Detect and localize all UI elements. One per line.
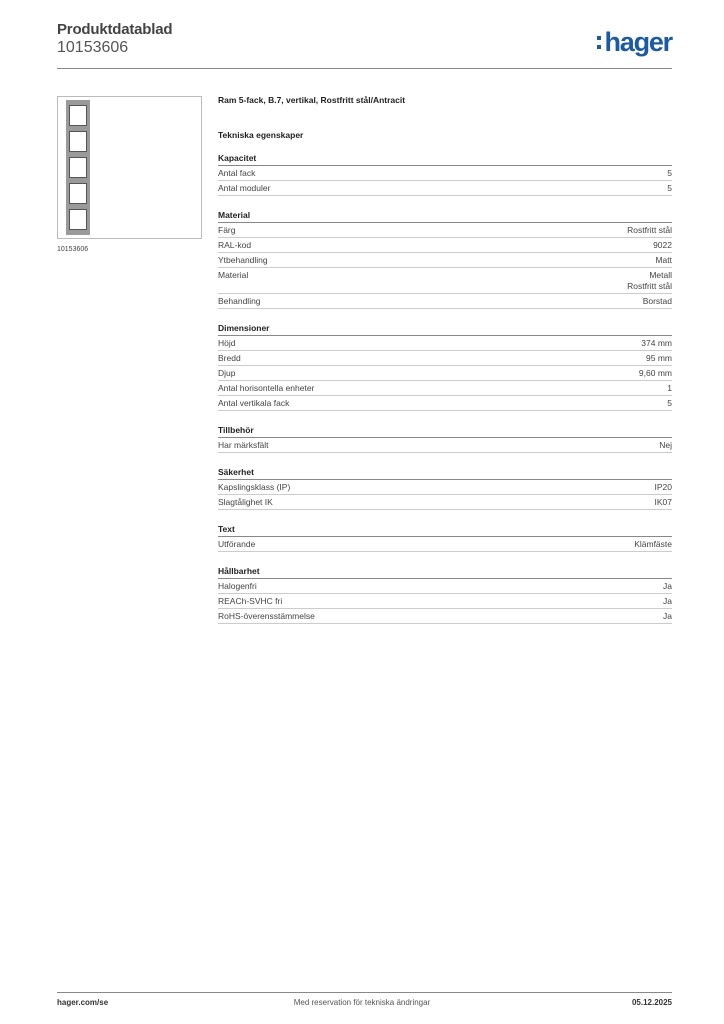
spec-label: RoHS-överensstämmelse xyxy=(218,611,315,621)
spec-label: Höjd xyxy=(218,338,236,348)
spec-value-line: Rostfritt stål xyxy=(627,281,672,291)
spec-value-line: Matt xyxy=(655,255,672,265)
spec-label: Antal fack xyxy=(218,168,256,178)
frame-slot xyxy=(69,131,87,152)
frame-slot xyxy=(69,183,87,204)
footer-website: hager.com/se xyxy=(57,998,109,1007)
frame-icon xyxy=(66,100,90,235)
spec-value-line: Borstad xyxy=(642,296,672,306)
spec-row xyxy=(218,223,672,238)
spec-label: Halogenfri xyxy=(218,581,257,591)
spec-section xyxy=(218,566,672,624)
spec-row xyxy=(218,166,672,181)
spec-label: Behandling xyxy=(218,296,261,306)
frame-slot xyxy=(69,157,87,178)
spec-value-line: IP20 xyxy=(654,482,672,492)
spec-value xyxy=(634,539,672,550)
spec-value-line: 9,60 mm xyxy=(638,368,672,378)
spec-value-line: Metall xyxy=(649,270,672,280)
spec-label: Bredd xyxy=(218,353,241,363)
spec-value xyxy=(641,338,672,349)
spec-value-line: 95 mm xyxy=(646,353,672,363)
spec-label: Färg xyxy=(218,225,236,235)
spec-row xyxy=(218,579,672,594)
section-heading: Säkerhet xyxy=(218,467,672,480)
spec-label: Kapslingsklass (IP) xyxy=(218,482,291,492)
spec-section xyxy=(218,467,672,510)
spec-value xyxy=(646,353,672,364)
spec-value-line: 5 xyxy=(667,168,672,178)
frame-slot xyxy=(69,105,87,126)
spec-row xyxy=(218,366,672,381)
spec-label: REACh-SVHC fri xyxy=(218,596,283,606)
spec-row xyxy=(218,396,672,411)
spec-value xyxy=(643,296,672,307)
spec-row xyxy=(218,609,672,624)
spec-value-line: Nej xyxy=(659,440,672,450)
spec-value xyxy=(667,183,672,194)
spec-row xyxy=(218,294,672,309)
spec-value xyxy=(627,225,672,236)
spec-value xyxy=(655,482,673,493)
spec-row xyxy=(218,495,672,510)
spec-label: Antal horisontella enheter xyxy=(218,383,315,393)
spec-row xyxy=(218,253,672,268)
spec-row xyxy=(218,268,672,294)
spec-value-line: Rostfritt stål xyxy=(627,225,672,235)
spec-row xyxy=(218,181,672,196)
spec-section xyxy=(218,210,672,309)
section-heading: Dimensioner xyxy=(218,323,672,336)
spec-value xyxy=(667,398,672,409)
spec-value-line: Ja xyxy=(663,596,672,606)
spec-sections xyxy=(218,153,672,624)
section-heading: Kapacitet xyxy=(218,153,672,166)
section-heading: Tillbehör xyxy=(218,425,672,438)
spec-value-line: 5 xyxy=(667,398,672,408)
spec-value-line: Ja xyxy=(663,581,672,591)
spec-label: Material xyxy=(218,270,249,280)
spec-value-line: 5 xyxy=(667,183,672,193)
spec-content xyxy=(218,95,672,638)
spec-row xyxy=(218,336,672,351)
spec-value xyxy=(663,581,672,592)
spec-value xyxy=(627,270,672,292)
spec-label: RAL-kod xyxy=(218,240,252,250)
spec-section xyxy=(218,153,672,196)
spec-value-line: 9022 xyxy=(653,240,672,250)
product-number: 10153606 xyxy=(57,39,129,56)
spec-label: Antal vertikala fack xyxy=(218,398,290,408)
spec-row xyxy=(218,381,672,396)
hager-logo xyxy=(604,27,672,57)
spec-row xyxy=(218,480,672,495)
spec-label: Utförande xyxy=(218,539,256,549)
spec-label: Slagtålighet IK xyxy=(218,497,273,507)
spec-label: Ytbehandling xyxy=(218,255,268,265)
spec-value xyxy=(667,168,672,179)
spec-value xyxy=(655,497,673,508)
spec-section xyxy=(218,323,672,411)
spec-row xyxy=(218,238,672,253)
frame-slot xyxy=(69,209,87,230)
spec-value-line: Klämfäste xyxy=(634,539,672,549)
section-heading: Text xyxy=(218,524,672,537)
spec-row xyxy=(218,594,672,609)
page-title: Produktdatablad xyxy=(57,21,173,38)
spec-value xyxy=(663,611,672,622)
image-caption: 10153606 xyxy=(57,246,89,253)
spec-label: Antal moduler xyxy=(218,183,271,193)
spec-label: Har märksfält xyxy=(218,440,269,450)
footer-disclaimer: Med reservation för tekniska ändringar xyxy=(293,998,431,1007)
footer-divider xyxy=(57,992,672,993)
spec-value xyxy=(655,255,672,266)
product-image xyxy=(57,96,202,239)
spec-section xyxy=(218,524,672,552)
spec-value-line: Ja xyxy=(663,611,672,621)
spec-row xyxy=(218,351,672,366)
spec-value-line: 374 mm xyxy=(641,338,672,348)
spec-section xyxy=(218,425,672,453)
header-divider xyxy=(57,68,672,69)
footer-date: 05.12.2025 xyxy=(631,998,672,1007)
spec-value-line: IK07 xyxy=(654,497,672,507)
spec-value xyxy=(653,240,672,251)
spec-value xyxy=(659,440,672,451)
spec-value xyxy=(663,596,672,607)
spec-value xyxy=(639,368,672,379)
spec-row xyxy=(218,537,672,552)
spec-value xyxy=(667,383,672,394)
section-heading: Hållbarhet xyxy=(218,566,672,579)
tech-heading: Tekniska egenskaper xyxy=(218,130,304,140)
spec-row xyxy=(218,438,672,453)
spec-value-line: 1 xyxy=(667,383,672,393)
logo-wordmark: hager xyxy=(604,27,672,57)
logo-dot-bottom xyxy=(597,45,601,49)
spec-label: Djup xyxy=(218,368,236,378)
logo-dot-top xyxy=(597,36,601,40)
section-heading: Material xyxy=(218,210,672,223)
product-title: Ram 5-fack, B.7, vertikal, Rostfritt stål/Antracit xyxy=(218,95,406,105)
